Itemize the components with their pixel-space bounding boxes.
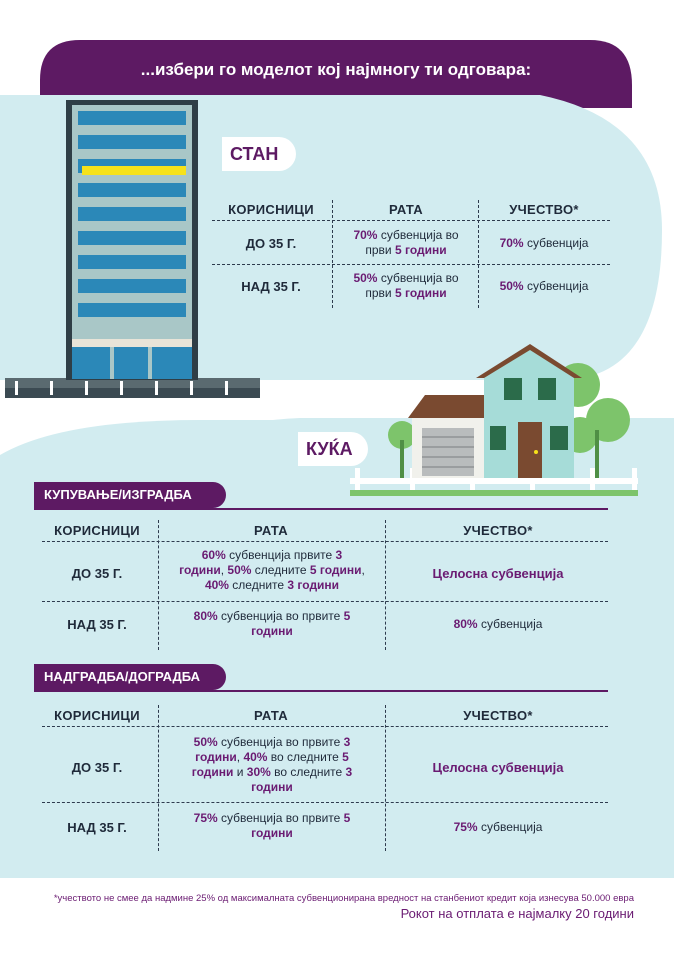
- divider: [212, 264, 610, 265]
- divider: [385, 705, 386, 851]
- divider: [478, 200, 479, 308]
- stan-row1-users: ДО 35 Г.: [245, 236, 297, 251]
- footnote: *учеството не смее да надмине 25% од максималната субвенционирана вредност на станбениот кредит која изнесува 50.000 евра: [53, 893, 634, 904]
- section-underline: [34, 508, 608, 510]
- upgrade-col-rate: РАТА: [254, 708, 288, 723]
- divider: [158, 520, 159, 650]
- buy-row1-rate: 60% субвенција првите 3 години, 50% следните 5 години, 40% следните 3 години: [179, 548, 365, 592]
- upgrade-section-title: НАДГРАДБА/ДОГРАДБА: [34, 664, 226, 690]
- upgrade-row1-users: ДО 35 Г.: [71, 760, 123, 775]
- upgrade-row1-participation: Целосна субвенција: [432, 760, 564, 775]
- buy-row2-participation: 80% субвенција: [453, 617, 543, 631]
- divider: [42, 541, 608, 542]
- stan-row1-rate: 70% субвенција во први 5 години: [353, 228, 459, 257]
- stan-row1-participation: 70% субвенција: [499, 236, 589, 250]
- divider: [332, 200, 333, 308]
- page-title: ...избери го моделот кој најмногу ти одговара:: [140, 60, 532, 79]
- divider: [42, 726, 608, 727]
- divider: [158, 705, 159, 851]
- buy-section-title: КУПУВАЊЕ/ИЗГРАДБА: [34, 482, 226, 508]
- repayment-term: Рокот на отплата е најмалку 20 години: [400, 906, 634, 921]
- stan-row2-rate: 50% субвенција во први 5 години: [353, 271, 459, 300]
- divider: [385, 520, 386, 650]
- stan-col-rate: РАТА: [389, 202, 423, 217]
- buy-col-participation: УЧЕСТВО*: [463, 523, 533, 538]
- stan-tag: СТАН: [222, 137, 296, 171]
- stan-col-users: КОРИСНИЦИ: [228, 202, 314, 217]
- buy-col-rate: РАТА: [254, 523, 288, 538]
- upgrade-col-participation: УЧЕСТВО*: [463, 708, 533, 723]
- house-illustration: [350, 340, 640, 500]
- stan-row2-users: НАД 35 Г.: [241, 279, 301, 294]
- buy-row2-rate: 80% субвенција во првите 5 години: [193, 609, 351, 638]
- upgrade-row2-users: НАД 35 Г.: [67, 820, 127, 835]
- upgrade-row2-rate: 75% субвенција во првите 5 години: [193, 811, 351, 840]
- stan-row2-participation: 50% субвенција: [499, 279, 589, 293]
- buy-row2-users: НАД 35 Г.: [67, 617, 127, 632]
- kuka-tag: КУЌА: [298, 432, 368, 466]
- section-underline: [34, 690, 608, 692]
- buy-col-users: КОРИСНИЦИ: [54, 523, 140, 538]
- divider: [42, 802, 608, 803]
- upgrade-col-users: КОРИСНИЦИ: [54, 708, 140, 723]
- upgrade-row1-rate: 50% субвенција во првите 3 години, 40% во следните 5 години и 30% во следните 3 години: [191, 735, 353, 794]
- upgrade-row2-participation: 75% субвенција: [453, 820, 543, 834]
- divider: [212, 220, 610, 221]
- stan-col-participation: УЧЕСТВО*: [509, 202, 579, 217]
- buy-row1-participation: Целосна субвенција: [432, 566, 564, 581]
- buy-row1-users: ДО 35 Г.: [71, 566, 123, 581]
- divider: [42, 601, 608, 602]
